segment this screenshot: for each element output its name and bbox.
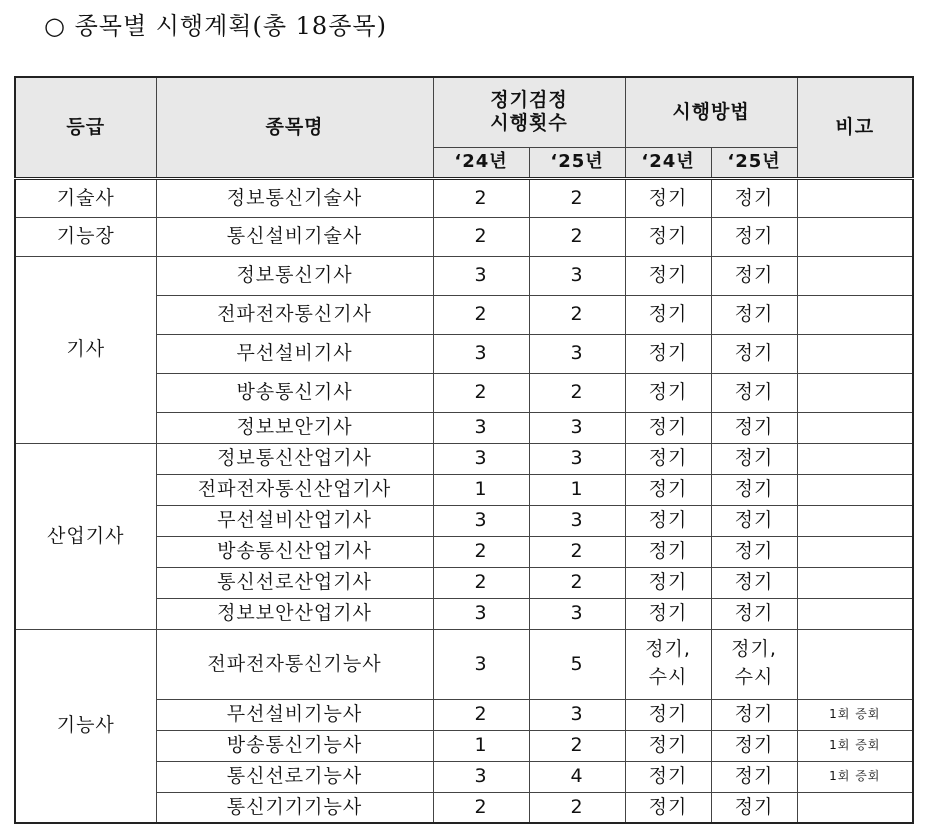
header-method-24: ‘24년 xyxy=(625,147,711,178)
method-24-cell: 정기 xyxy=(625,699,711,730)
table-body xyxy=(15,178,913,823)
name-cell: 정보보안산업기사 xyxy=(156,598,433,629)
remarks-cell: 1회 증회 xyxy=(797,761,913,792)
method-25-cell: 정기 xyxy=(711,761,797,792)
method-24-cell: 정기 xyxy=(625,443,711,474)
method-24-cell: 정기 xyxy=(625,334,711,373)
remarks-cell xyxy=(797,474,913,505)
name-cell: 정보통신기술사 xyxy=(156,178,433,217)
remarks-cell xyxy=(797,412,913,443)
grade-cell: 기능사 xyxy=(15,629,156,823)
count-25-cell: 2 xyxy=(529,373,625,412)
name-cell: 정보통신기사 xyxy=(156,256,433,295)
method-24-cell: 정기 xyxy=(625,178,711,217)
count-24-cell: 2 xyxy=(433,536,529,567)
remarks-cell xyxy=(797,567,913,598)
method-25-cell: 정기 xyxy=(711,567,797,598)
name-cell: 정보통신산업기사 xyxy=(156,443,433,474)
method-24-cell: 정기 xyxy=(625,598,711,629)
name-cell: 무선설비산업기사 xyxy=(156,505,433,536)
grade-cell: 산업기사 xyxy=(15,443,156,629)
count-25-cell: 4 xyxy=(529,761,625,792)
name-cell: 무선설비기사 xyxy=(156,334,433,373)
method-24-cell: 정기 xyxy=(625,505,711,536)
method-24-cell: 정기 xyxy=(625,412,711,443)
count-25-cell: 3 xyxy=(529,505,625,536)
method-25-cell: 정기 xyxy=(711,443,797,474)
count-24-cell: 2 xyxy=(433,567,529,598)
remarks-cell xyxy=(797,505,913,536)
remarks-cell xyxy=(797,536,913,567)
method-25-cell: 정기 xyxy=(711,373,797,412)
table-row xyxy=(15,629,913,699)
count-24-cell: 3 xyxy=(433,505,529,536)
name-cell: 무선설비기능사 xyxy=(156,699,433,730)
table-row xyxy=(15,178,913,217)
method-24-cell: 정기 xyxy=(625,217,711,256)
count-24-cell: 3 xyxy=(433,598,529,629)
grade-cell: 기술사 xyxy=(15,178,156,217)
exam-schedule-table xyxy=(14,76,914,824)
count-25-cell: 3 xyxy=(529,256,625,295)
name-cell: 방송통신기사 xyxy=(156,373,433,412)
name-cell: 방송통신산업기사 xyxy=(156,536,433,567)
table-row xyxy=(15,256,913,295)
grade-cell: 기사 xyxy=(15,256,156,443)
method-25-cell: 정기 xyxy=(711,505,797,536)
count-24-cell: 2 xyxy=(433,295,529,334)
count-24-cell: 3 xyxy=(433,443,529,474)
remarks-cell xyxy=(797,373,913,412)
method-24-cell: 정기 xyxy=(625,295,711,334)
name-cell: 통신선로기능사 xyxy=(156,761,433,792)
name-cell: 통신기기기능사 xyxy=(156,792,433,823)
remarks-cell xyxy=(797,629,913,699)
count-25-cell: 3 xyxy=(529,699,625,730)
method-25-cell: 정기, 수시 xyxy=(711,629,797,699)
header-grade: 등급 xyxy=(15,77,156,178)
method-24-cell: 정기 xyxy=(625,761,711,792)
count-25-cell: 2 xyxy=(529,295,625,334)
count-24-cell: 2 xyxy=(433,792,529,823)
method-25-cell: 정기 xyxy=(711,598,797,629)
name-cell: 정보보안기사 xyxy=(156,412,433,443)
count-25-cell: 2 xyxy=(529,178,625,217)
method-24-cell: 정기 xyxy=(625,730,711,761)
count-25-cell: 2 xyxy=(529,730,625,761)
method-24-cell: 정기 xyxy=(625,567,711,598)
count-24-cell: 2 xyxy=(433,373,529,412)
remarks-cell: 1회 증회 xyxy=(797,730,913,761)
count-25-cell: 3 xyxy=(529,443,625,474)
count-25-cell: 1 xyxy=(529,474,625,505)
remarks-cell xyxy=(797,443,913,474)
header-count-25: ‘25년 xyxy=(529,147,625,178)
name-cell: 통신선로산업기사 xyxy=(156,567,433,598)
count-25-cell: 2 xyxy=(529,536,625,567)
count-24-cell: 3 xyxy=(433,412,529,443)
method-25-cell: 정기 xyxy=(711,474,797,505)
method-25-cell: 정기 xyxy=(711,412,797,443)
remarks-cell xyxy=(797,598,913,629)
name-cell: 전파전자통신기사 xyxy=(156,295,433,334)
remarks-cell xyxy=(797,792,913,823)
header-method: 시행방법 xyxy=(625,77,797,147)
name-cell: 전파전자통신산업기사 xyxy=(156,474,433,505)
method-25-cell: 정기 xyxy=(711,256,797,295)
name-cell: 방송통신기능사 xyxy=(156,730,433,761)
count-25-cell: 3 xyxy=(529,598,625,629)
count-24-cell: 2 xyxy=(433,178,529,217)
header-count-24: ‘24년 xyxy=(433,147,529,178)
count-24-cell: 2 xyxy=(433,217,529,256)
count-25-cell: 3 xyxy=(529,334,625,373)
count-24-cell: 2 xyxy=(433,699,529,730)
remarks-cell: 1회 증회 xyxy=(797,699,913,730)
method-25-cell: 정기 xyxy=(711,792,797,823)
header-count-line1: 정기검정 xyxy=(490,89,568,112)
grade-cell: 기능장 xyxy=(15,217,156,256)
count-25-cell: 3 xyxy=(529,412,625,443)
table-row xyxy=(15,217,913,256)
method-25-cell: 정기 xyxy=(711,730,797,761)
count-24-cell: 3 xyxy=(433,334,529,373)
method-25-cell: 정기 xyxy=(711,334,797,373)
method-25-cell: 정기 xyxy=(711,536,797,567)
header-name: 종목명 xyxy=(156,77,433,178)
header-count xyxy=(433,77,625,147)
remarks-cell xyxy=(797,334,913,373)
count-24-cell: 3 xyxy=(433,761,529,792)
method-24-cell: 정기 xyxy=(625,536,711,567)
name-cell: 통신설비기술사 xyxy=(156,217,433,256)
header-row xyxy=(15,77,913,147)
method-24-cell: 정기 xyxy=(625,792,711,823)
count-24-cell: 3 xyxy=(433,629,529,699)
remarks-cell xyxy=(797,295,913,334)
method-25-cell: 정기 xyxy=(711,295,797,334)
method-24-cell: 정기, 수시 xyxy=(625,629,711,699)
method-25-cell: 정기 xyxy=(711,217,797,256)
method-24-cell: 정기 xyxy=(625,256,711,295)
remarks-cell xyxy=(797,178,913,217)
table-row xyxy=(15,443,913,474)
count-25-cell: 2 xyxy=(529,792,625,823)
method-24-cell: 정기 xyxy=(625,373,711,412)
header-remarks: 비고 xyxy=(797,77,913,178)
remarks-cell xyxy=(797,217,913,256)
method-24-cell: 정기 xyxy=(625,474,711,505)
count-25-cell: 2 xyxy=(529,217,625,256)
header-count-line2: 시행횟수 xyxy=(490,112,568,135)
remarks-cell xyxy=(797,256,913,295)
method-25-cell: 정기 xyxy=(711,178,797,217)
count-25-cell: 2 xyxy=(529,567,625,598)
count-24-cell: 1 xyxy=(433,730,529,761)
count-24-cell: 1 xyxy=(433,474,529,505)
section-title: ○ 종목별 시행계획(총 18종목) xyxy=(44,12,387,40)
name-cell: 전파전자통신기능사 xyxy=(156,629,433,699)
header-method-25: ‘25년 xyxy=(711,147,797,178)
method-25-cell: 정기 xyxy=(711,699,797,730)
count-25-cell: 5 xyxy=(529,629,625,699)
count-24-cell: 3 xyxy=(433,256,529,295)
